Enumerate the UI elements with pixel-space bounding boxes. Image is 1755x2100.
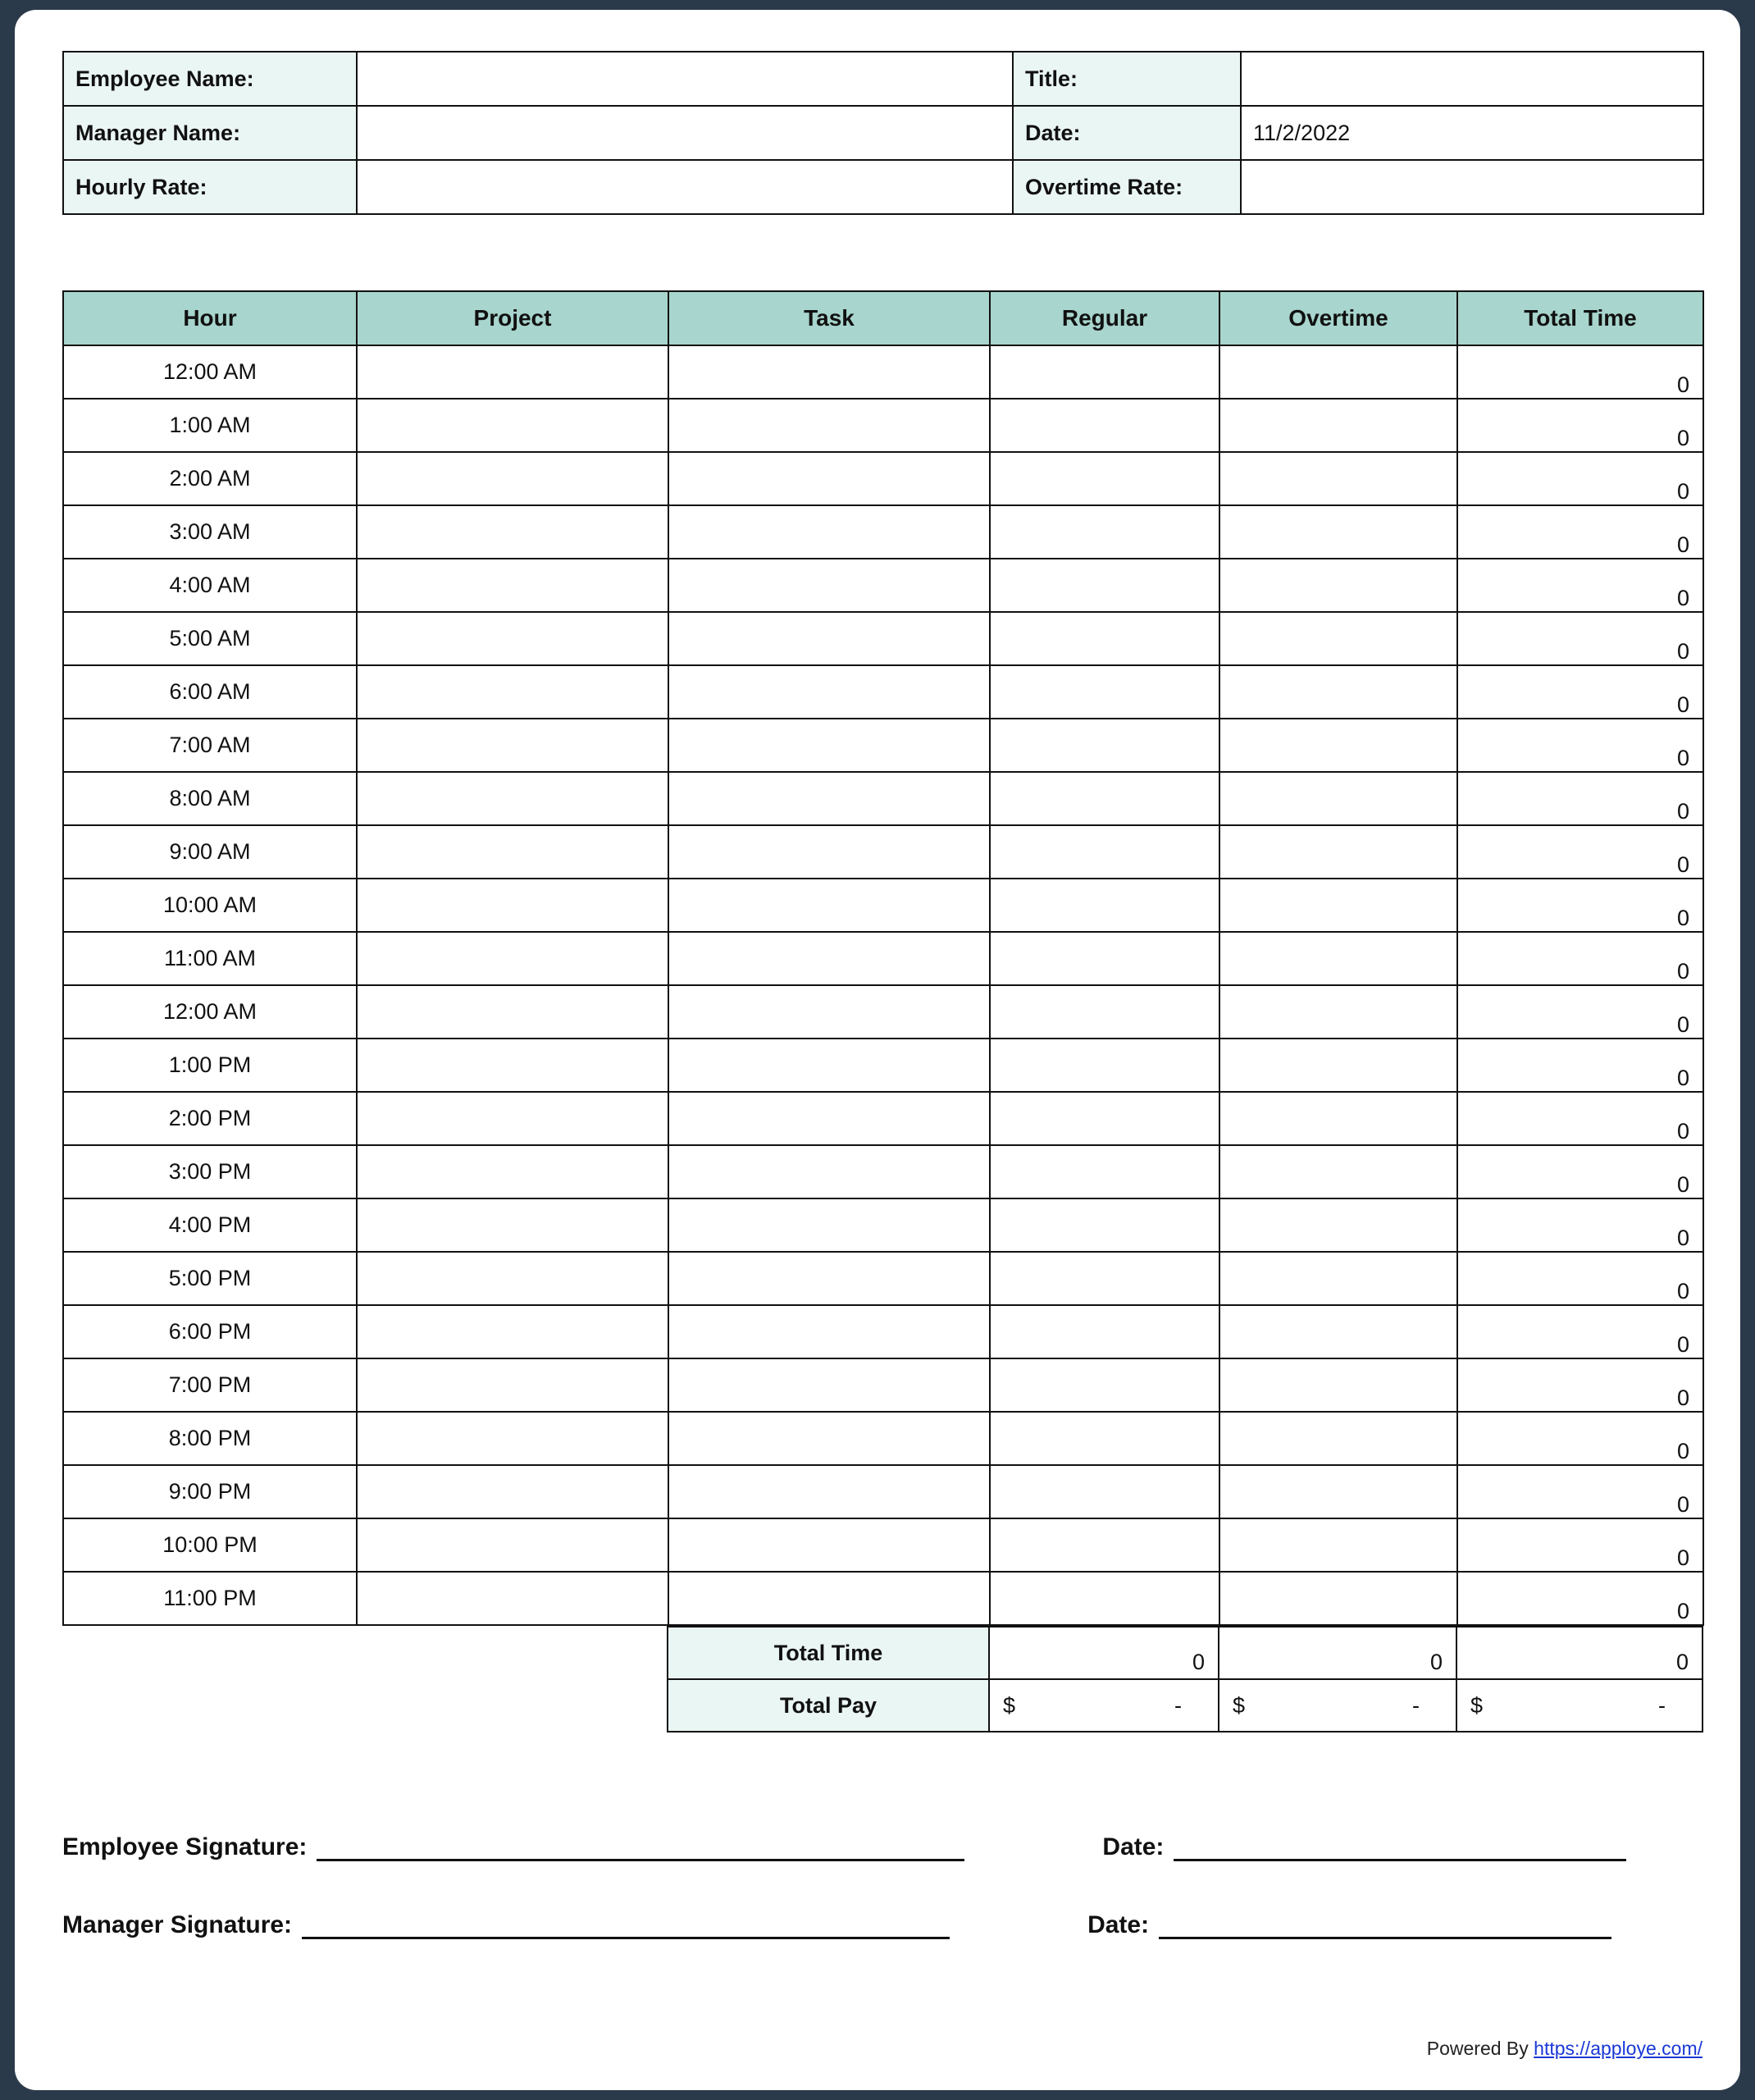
cell-regular[interactable] (990, 505, 1219, 559)
info-row-employee-name (63, 52, 1703, 106)
column-header-regular: Regular (990, 291, 1219, 345)
cell-regular[interactable] (990, 825, 1219, 879)
cell-overtime[interactable] (1219, 345, 1457, 399)
cell-project[interactable] (357, 559, 668, 612)
cell-regular[interactable] (990, 1465, 1219, 1518)
cell-task[interactable] (668, 985, 990, 1039)
cell-overtime[interactable] (1219, 1039, 1457, 1092)
hourly-rate-value[interactable] (357, 160, 1013, 214)
table-row (63, 505, 1703, 559)
cell-overtime[interactable] (1219, 825, 1457, 879)
cell-task[interactable] (668, 452, 990, 505)
totals-spacer-4 (356, 1679, 668, 1732)
hourly-rate-label: Hourly Rate: (63, 160, 357, 214)
table-header-row (63, 291, 1703, 345)
cell-overtime[interactable] (1219, 1358, 1457, 1412)
cell-project[interactable] (357, 345, 668, 399)
currency-symbol: $ (1233, 1692, 1246, 1718)
cell-project[interactable] (357, 1145, 668, 1198)
pay-overtime-value: - (1412, 1692, 1420, 1718)
cell-hour: 2:00 AM (63, 452, 357, 505)
cell-hour: 3:00 AM (63, 505, 357, 559)
currency-symbol: $ (1003, 1692, 1016, 1718)
table-row (63, 1358, 1703, 1412)
total-pay-label: Total Pay (668, 1679, 989, 1732)
cell-task[interactable] (668, 1252, 990, 1305)
cell-project[interactable] (357, 932, 668, 985)
table-row (63, 825, 1703, 879)
cell-task[interactable] (668, 559, 990, 612)
cell-project[interactable] (357, 1252, 668, 1305)
manager-signature-label: Manager Signature: (62, 1911, 293, 1938)
cell-overtime[interactable] (1219, 559, 1457, 612)
cell-hour: 3:00 PM (63, 1145, 357, 1198)
cell-task[interactable] (668, 932, 990, 985)
cell-total-time: 0 (1457, 1198, 1703, 1252)
cell-regular[interactable] (990, 985, 1219, 1039)
cell-overtime[interactable] (1219, 985, 1457, 1039)
cell-task[interactable] (668, 772, 990, 825)
cell-overtime[interactable] (1219, 665, 1457, 719)
info-row-manager-name (63, 106, 1703, 160)
cell-project[interactable] (357, 1305, 668, 1358)
cell-project[interactable] (357, 1412, 668, 1465)
totals-spacer-1 (62, 1627, 356, 1679)
table-row (63, 612, 1703, 665)
cell-project[interactable] (357, 985, 668, 1039)
cell-regular[interactable] (990, 879, 1219, 932)
manager-name-value[interactable] (357, 106, 1013, 160)
cell-total-time: 0 (1457, 825, 1703, 879)
table-row (63, 1572, 1703, 1625)
cell-task[interactable] (668, 1518, 990, 1572)
info-row-hourly-rate (63, 160, 1703, 214)
totals-table (62, 1626, 1703, 1732)
date-label: Date: (1013, 106, 1241, 160)
cell-total-time: 0 (1457, 559, 1703, 612)
cell-overtime[interactable] (1219, 1252, 1457, 1305)
total-time-total: 0 (1456, 1627, 1703, 1679)
total-pay-regular (989, 1679, 1219, 1732)
cell-regular[interactable] (990, 1092, 1219, 1145)
cell-overtime[interactable] (1219, 772, 1457, 825)
cell-regular[interactable] (990, 1145, 1219, 1198)
manager-date-label: Date: (1087, 1911, 1150, 1938)
cell-regular[interactable] (990, 559, 1219, 612)
cell-hour: 5:00 AM (63, 612, 357, 665)
table-row (63, 559, 1703, 612)
table-row (63, 879, 1703, 932)
column-header-task: Task (668, 291, 990, 345)
cell-task[interactable] (668, 399, 990, 452)
cell-hour: 2:00 PM (63, 1092, 357, 1145)
timesheet-page (15, 10, 1740, 2090)
cell-project[interactable] (357, 719, 668, 772)
employee-name-label: Employee Name: (63, 52, 357, 106)
table-row (63, 1412, 1703, 1465)
cell-task[interactable] (668, 1145, 990, 1198)
cell-total-time: 0 (1457, 719, 1703, 772)
cell-overtime[interactable] (1219, 1518, 1457, 1572)
cell-project[interactable] (357, 825, 668, 879)
cell-task[interactable] (668, 1198, 990, 1252)
cell-regular[interactable] (990, 1572, 1219, 1625)
cell-overtime[interactable] (1219, 1198, 1457, 1252)
cell-overtime[interactable] (1219, 1465, 1457, 1518)
cell-hour: 6:00 AM (63, 665, 357, 719)
cell-total-time: 0 (1457, 505, 1703, 559)
cell-task[interactable] (668, 1305, 990, 1358)
cell-hour: 6:00 PM (63, 1305, 357, 1358)
hourly-timesheet-table (62, 290, 1704, 1626)
total-time-regular: 0 (989, 1627, 1219, 1679)
cell-hour: 8:00 PM (63, 1412, 357, 1465)
cell-hour: 7:00 AM (63, 719, 357, 772)
cell-regular[interactable] (990, 1358, 1219, 1412)
cell-regular[interactable] (990, 1305, 1219, 1358)
cell-total-time: 0 (1457, 772, 1703, 825)
cell-hour: 5:00 PM (63, 1252, 357, 1305)
cell-project[interactable] (357, 1465, 668, 1518)
apploye-link[interactable]: https://apploye.com/ (1534, 2038, 1703, 2059)
cell-task[interactable] (668, 345, 990, 399)
cell-hour: 10:00 PM (63, 1518, 357, 1572)
total-pay-total (1456, 1679, 1703, 1732)
cell-project[interactable] (357, 879, 668, 932)
cell-task[interactable] (668, 825, 990, 879)
cell-total-time: 0 (1457, 1039, 1703, 1092)
cell-project[interactable] (357, 772, 668, 825)
cell-total-time: 0 (1457, 932, 1703, 985)
signature-section (62, 1831, 1703, 1939)
cell-hour: 7:00 PM (63, 1358, 357, 1412)
cell-total-time: 0 (1457, 1145, 1703, 1198)
manager-name-label: Manager Name: (63, 106, 357, 160)
cell-task[interactable] (668, 505, 990, 559)
table-row (63, 1252, 1703, 1305)
cell-regular[interactable] (990, 772, 1219, 825)
employee-name-value[interactable] (357, 52, 1013, 106)
table-row (63, 1465, 1703, 1518)
employee-signature-line[interactable] (317, 1831, 964, 1861)
table-row (63, 1198, 1703, 1252)
cell-regular[interactable] (990, 612, 1219, 665)
cell-total-time: 0 (1457, 452, 1703, 505)
table-row (63, 452, 1703, 505)
table-row (63, 1092, 1703, 1145)
manager-signature-row (62, 1909, 1703, 1939)
currency-symbol: $ (1470, 1692, 1484, 1718)
totals-row-pay (62, 1679, 1703, 1732)
cell-project[interactable] (357, 505, 668, 559)
total-time-overtime: 0 (1219, 1627, 1456, 1679)
cell-regular[interactable] (990, 665, 1219, 719)
table-row (63, 1305, 1703, 1358)
cell-hour: 4:00 AM (63, 559, 357, 612)
title-label: Title: (1013, 52, 1241, 106)
cell-project[interactable] (357, 612, 668, 665)
cell-project[interactable] (357, 1572, 668, 1625)
table-row (63, 399, 1703, 452)
powered-by-text: Powered By (1426, 2038, 1534, 2059)
cell-overtime[interactable] (1219, 1412, 1457, 1465)
total-time-label: Total Time (668, 1627, 989, 1679)
cell-task[interactable] (668, 719, 990, 772)
cell-hour: 12:00 AM (63, 345, 357, 399)
cell-task[interactable] (668, 612, 990, 665)
cell-overtime[interactable] (1219, 452, 1457, 505)
cell-regular[interactable] (990, 452, 1219, 505)
date-value[interactable]: 11/2/2022 (1241, 106, 1703, 160)
overtime-rate-label: Overtime Rate: (1013, 160, 1241, 214)
cell-overtime[interactable] (1219, 719, 1457, 772)
table-row (63, 1518, 1703, 1572)
cell-overtime[interactable] (1219, 505, 1457, 559)
table-row (63, 1145, 1703, 1198)
cell-hour: 12:00 AM (63, 985, 357, 1039)
cell-total-time: 0 (1457, 1572, 1703, 1625)
cell-total-time: 0 (1457, 879, 1703, 932)
cell-task[interactable] (668, 1039, 990, 1092)
pay-total-value: - (1658, 1692, 1666, 1718)
totals-spacer-2 (356, 1627, 668, 1679)
cell-regular[interactable] (990, 932, 1219, 985)
cell-total-time: 0 (1457, 1358, 1703, 1412)
total-pay-overtime (1219, 1679, 1456, 1732)
cell-task[interactable] (668, 879, 990, 932)
cell-regular[interactable] (990, 1252, 1219, 1305)
column-header-hour: Hour (63, 291, 357, 345)
cell-total-time: 0 (1457, 985, 1703, 1039)
cell-regular[interactable] (990, 719, 1219, 772)
cell-regular[interactable] (990, 1412, 1219, 1465)
cell-total-time: 0 (1457, 1305, 1703, 1358)
cell-hour: 8:00 AM (63, 772, 357, 825)
cell-hour: 4:00 PM (63, 1198, 357, 1252)
cell-total-time: 0 (1457, 1252, 1703, 1305)
cell-task[interactable] (668, 1358, 990, 1412)
cell-project[interactable] (357, 399, 668, 452)
employee-signature-label: Employee Signature: (62, 1833, 308, 1860)
cell-overtime[interactable] (1219, 1305, 1457, 1358)
cell-project[interactable] (357, 665, 668, 719)
employee-date-line[interactable] (1174, 1831, 1626, 1861)
cell-task[interactable] (668, 1572, 990, 1625)
cell-hour: 1:00 PM (63, 1039, 357, 1092)
overtime-rate-value[interactable] (1241, 160, 1703, 214)
cell-hour: 10:00 AM (63, 879, 357, 932)
table-row (63, 1039, 1703, 1092)
cell-regular[interactable] (990, 1198, 1219, 1252)
cell-task[interactable] (668, 1412, 990, 1465)
column-header-total-time: Total Time (1457, 291, 1703, 345)
cell-project[interactable] (357, 1198, 668, 1252)
cell-hour: 9:00 AM (63, 825, 357, 879)
cell-total-time: 0 (1457, 1092, 1703, 1145)
cell-regular[interactable] (990, 345, 1219, 399)
cell-total-time: 0 (1457, 399, 1703, 452)
cell-project[interactable] (357, 452, 668, 505)
cell-overtime[interactable] (1219, 879, 1457, 932)
manager-signature-line[interactable] (302, 1909, 950, 1939)
column-header-overtime: Overtime (1219, 291, 1457, 345)
cell-total-time: 0 (1457, 665, 1703, 719)
cell-task[interactable] (668, 1092, 990, 1145)
column-header-project: Project (357, 291, 668, 345)
cell-regular[interactable] (990, 1518, 1219, 1572)
pay-regular-value: - (1174, 1692, 1182, 1718)
manager-date-line[interactable] (1159, 1909, 1611, 1939)
cell-overtime[interactable] (1219, 612, 1457, 665)
table-row (63, 345, 1703, 399)
cell-overtime[interactable] (1219, 932, 1457, 985)
cell-overtime[interactable] (1219, 1092, 1457, 1145)
employee-date-label: Date: (1102, 1833, 1165, 1860)
cell-total-time: 0 (1457, 345, 1703, 399)
cell-task[interactable] (668, 665, 990, 719)
table-row (63, 985, 1703, 1039)
cell-task[interactable] (668, 1465, 990, 1518)
title-value[interactable] (1241, 52, 1703, 106)
cell-overtime[interactable] (1219, 1572, 1457, 1625)
employee-info-table (62, 51, 1704, 215)
cell-total-time: 0 (1457, 1465, 1703, 1518)
table-row (63, 772, 1703, 825)
cell-hour: 9:00 PM (63, 1465, 357, 1518)
totals-row-time (62, 1627, 1703, 1679)
cell-project[interactable] (357, 1518, 668, 1572)
employee-signature-row (62, 1831, 1703, 1861)
cell-total-time: 0 (1457, 1518, 1703, 1572)
cell-regular[interactable] (990, 399, 1219, 452)
cell-hour: 1:00 AM (63, 399, 357, 452)
cell-hour: 11:00 AM (63, 932, 357, 985)
cell-project[interactable] (357, 1358, 668, 1412)
table-row (63, 719, 1703, 772)
cell-regular[interactable] (990, 1039, 1219, 1092)
cell-project[interactable] (357, 1092, 668, 1145)
cell-project[interactable] (357, 1039, 668, 1092)
table-row (63, 932, 1703, 985)
cell-overtime[interactable] (1219, 399, 1457, 452)
cell-hour: 11:00 PM (63, 1572, 357, 1625)
totals-spacer-3 (62, 1679, 356, 1732)
table-row (63, 665, 1703, 719)
footer (62, 2038, 1703, 2060)
cell-overtime[interactable] (1219, 1145, 1457, 1198)
cell-total-time: 0 (1457, 1412, 1703, 1465)
cell-total-time: 0 (1457, 612, 1703, 665)
